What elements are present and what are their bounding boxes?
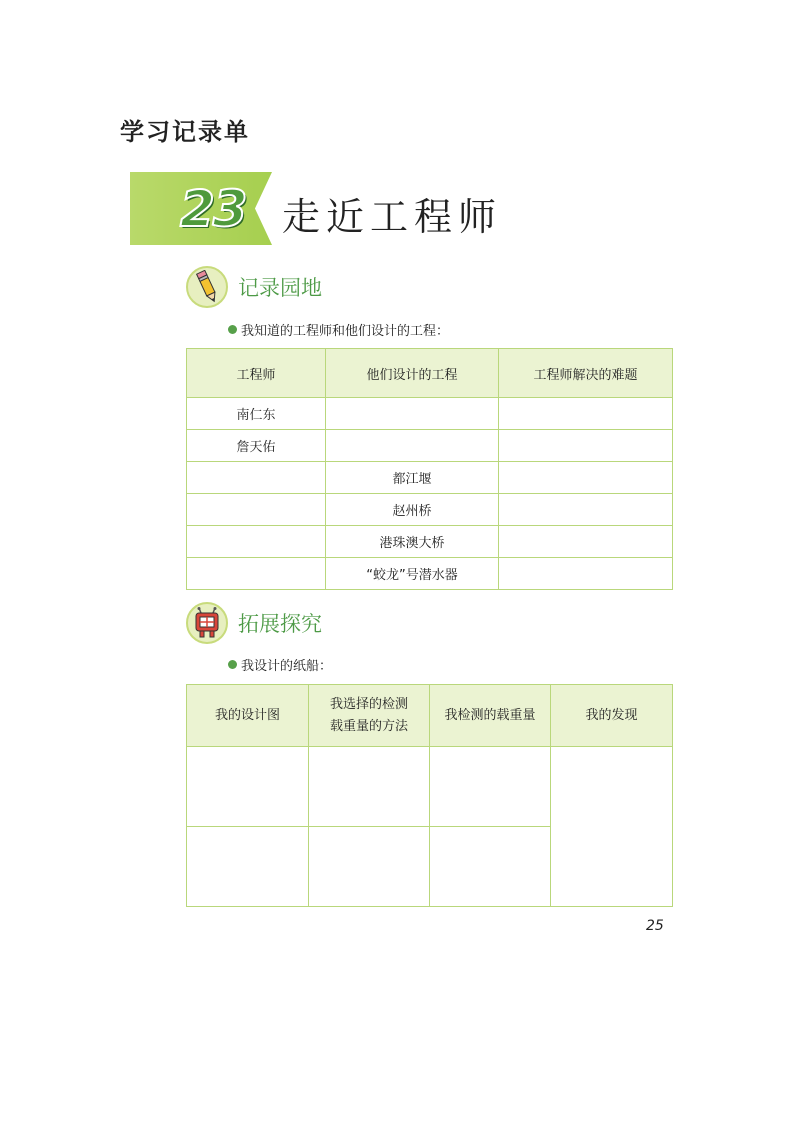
table-cell[interactable] xyxy=(187,526,326,558)
paper-boat-table xyxy=(186,684,673,907)
doc-title: 学习记录单 xyxy=(120,118,250,146)
lesson-title: 走近工程师 xyxy=(282,195,503,239)
engineers-table xyxy=(186,348,673,590)
table-header-cell: 他们设计的工程 xyxy=(326,349,499,398)
table-header-cell: 我检测的载重量 xyxy=(430,685,551,747)
page-number: 25 xyxy=(646,918,664,934)
table-cell[interactable] xyxy=(187,462,326,494)
table-cell[interactable]: 赵州桥 xyxy=(326,494,499,526)
table-row xyxy=(187,526,673,558)
bullet-dot xyxy=(228,660,237,669)
table-cell[interactable] xyxy=(499,526,673,558)
table-cell[interactable]: “蛟龙”号潜水器 xyxy=(326,558,499,590)
table-header-cell xyxy=(309,685,430,747)
robot-icon xyxy=(186,602,228,644)
table-cell[interactable] xyxy=(326,430,499,462)
table-cell[interactable]: 都江堰 xyxy=(326,462,499,494)
table-cell[interactable] xyxy=(187,827,309,907)
table-row xyxy=(187,398,673,430)
table-header-cell: 工程师解决的难题 xyxy=(499,349,673,398)
table-cell[interactable] xyxy=(499,558,673,590)
table-cell[interactable]: 港珠澳大桥 xyxy=(326,526,499,558)
table-header-row xyxy=(187,349,673,398)
table-cell[interactable]: 南仁东 xyxy=(187,398,326,430)
table-cell[interactable] xyxy=(430,827,551,907)
table-cell[interactable] xyxy=(499,462,673,494)
table-cell[interactable] xyxy=(309,827,430,907)
table-cell[interactable] xyxy=(326,398,499,430)
table-row xyxy=(187,430,673,462)
bullet-boat-text: 我设计的纸船： xyxy=(241,659,333,674)
table-header-cell: 工程师 xyxy=(187,349,326,398)
table-header-cell: 我的设计图 xyxy=(187,685,309,747)
table-cell[interactable] xyxy=(551,747,673,907)
table-cell[interactable] xyxy=(187,558,326,590)
bullet-engineers xyxy=(228,320,449,339)
table-row xyxy=(187,558,673,590)
section-explore-label: 拓展探究 xyxy=(238,612,322,636)
section-record-header xyxy=(186,266,322,308)
table-row xyxy=(187,462,673,494)
bullet-dot xyxy=(228,325,237,334)
table-cell[interactable] xyxy=(187,747,309,827)
table-row xyxy=(187,747,673,827)
table-cell[interactable] xyxy=(499,398,673,430)
table-cell[interactable] xyxy=(187,494,326,526)
pencil-icon xyxy=(186,266,228,308)
table-cell[interactable] xyxy=(499,430,673,462)
table-cell[interactable] xyxy=(309,747,430,827)
table-header-row xyxy=(187,685,673,747)
table-cell[interactable]: 詹天佑 xyxy=(187,430,326,462)
table-row xyxy=(187,494,673,526)
bullet-engineers-text: 我知道的工程师和他们设计的工程： xyxy=(241,324,450,339)
section-explore-header xyxy=(186,602,322,644)
table-cell[interactable] xyxy=(499,494,673,526)
table-header-text: 我选择的检测 载重量的方法 xyxy=(329,696,408,734)
bullet-boat xyxy=(228,655,332,674)
lesson-number: 23 xyxy=(180,180,246,238)
table-header-cell: 我的发现 xyxy=(551,685,673,747)
section-record-label: 记录园地 xyxy=(238,276,322,300)
table-cell[interactable] xyxy=(430,747,551,827)
